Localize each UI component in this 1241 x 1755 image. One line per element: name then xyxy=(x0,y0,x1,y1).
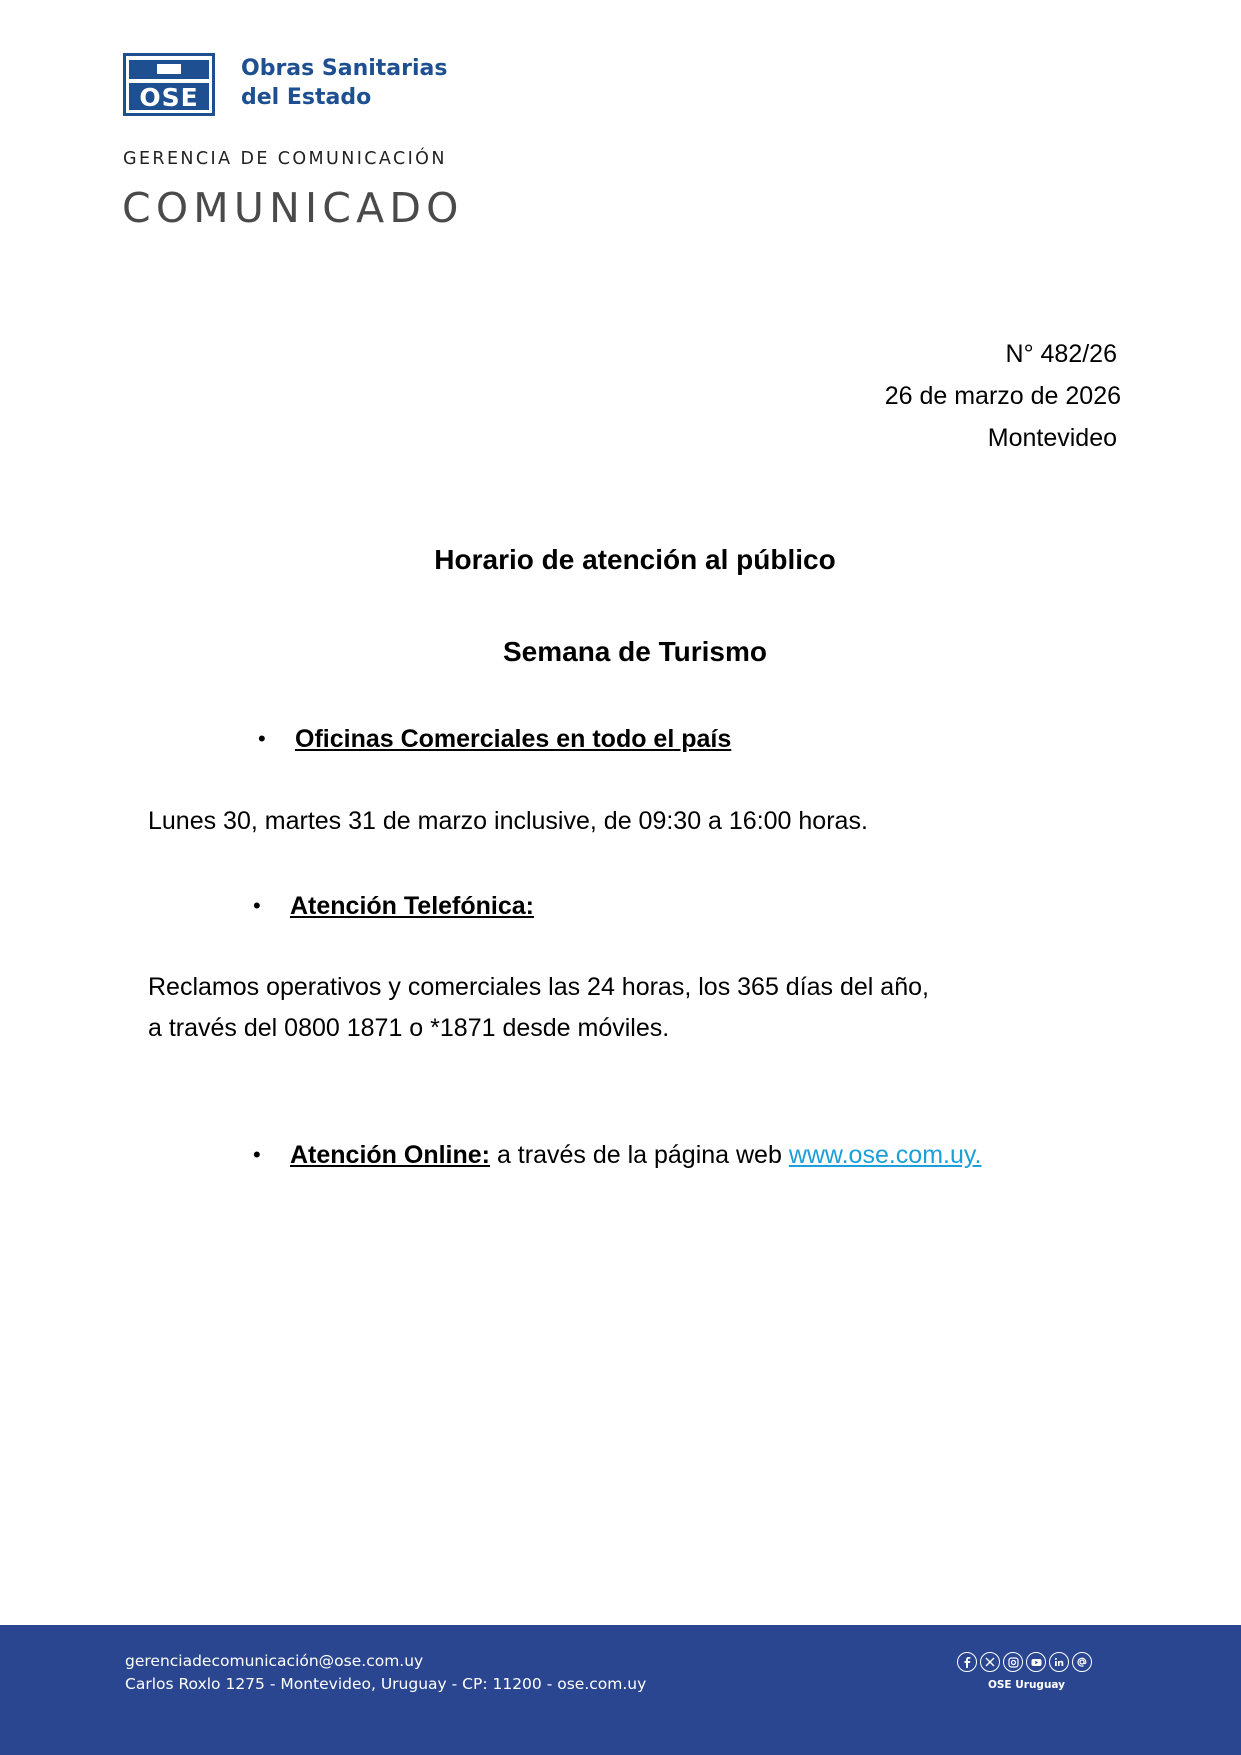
online-item xyxy=(253,1138,981,1172)
bullet-icon: • xyxy=(258,726,266,751)
offices-label: Oficinas Comerciales en todo el país xyxy=(295,725,732,753)
department-label: GERENCIA DE COMUNICACIÓN xyxy=(123,149,447,169)
threads-icon[interactable] xyxy=(1072,1652,1092,1672)
logo-mark-text: OSE xyxy=(139,83,199,112)
phone-label: Atención Telefónica: xyxy=(290,892,535,920)
ose-logo xyxy=(123,53,215,116)
phone-info xyxy=(148,967,929,1049)
phone-heading xyxy=(253,889,534,923)
footer-address: Carlos Roxlo 1275 - Montevideo, Uruguay - CP: 11200 - ose.com.uy xyxy=(125,1675,647,1693)
x-icon[interactable] xyxy=(980,1652,1000,1672)
linkedin-icon[interactable] xyxy=(1049,1652,1069,1672)
footer-contact xyxy=(125,1650,646,1696)
page-subtitle: Semana de Turismo xyxy=(502,636,767,667)
document-meta xyxy=(885,333,1121,459)
page-title: Horario de atención al público xyxy=(434,544,836,575)
document-type: COMUNICADO xyxy=(122,184,464,232)
phone-info-line1: Reclamos operativos y comerciales las 24 horas, los 365 días del año, xyxy=(148,973,929,1001)
online-text: a través de la página web xyxy=(490,1141,789,1169)
org-name-line2: del Estado xyxy=(241,85,372,110)
social-icons xyxy=(957,1652,1092,1674)
online-label: Atención Online: xyxy=(290,1141,490,1169)
youtube-icon[interactable] xyxy=(1026,1652,1046,1672)
offices-hours-text: Lunes 30, martes 31 de marzo inclusive, de 09:30 a 16:00 horas. xyxy=(148,807,868,835)
offices-heading xyxy=(258,722,731,756)
phone-info-line2: a través del 0800 1871 o *1871 desde móviles. xyxy=(148,1014,670,1042)
social-handle: OSE Uruguay xyxy=(987,1679,1066,1691)
offices-hours xyxy=(148,801,868,842)
bullet-icon: • xyxy=(253,893,261,918)
website-link[interactable]: www.ose.com.uy. xyxy=(788,1141,982,1169)
instagram-icon[interactable] xyxy=(1003,1652,1023,1672)
document-city: Montevideo xyxy=(987,424,1117,452)
bullet-icon: • xyxy=(253,1142,261,1167)
document-date: 26 de marzo de 2026 xyxy=(884,382,1121,410)
footer-email: gerenciadecomunicación@ose.com.uy xyxy=(125,1652,424,1670)
org-name-line1: Obras Sanitarias xyxy=(241,56,448,81)
facebook-icon[interactable] xyxy=(957,1652,977,1672)
org-name xyxy=(241,54,448,112)
document-number: N° 482/26 xyxy=(1005,340,1117,368)
